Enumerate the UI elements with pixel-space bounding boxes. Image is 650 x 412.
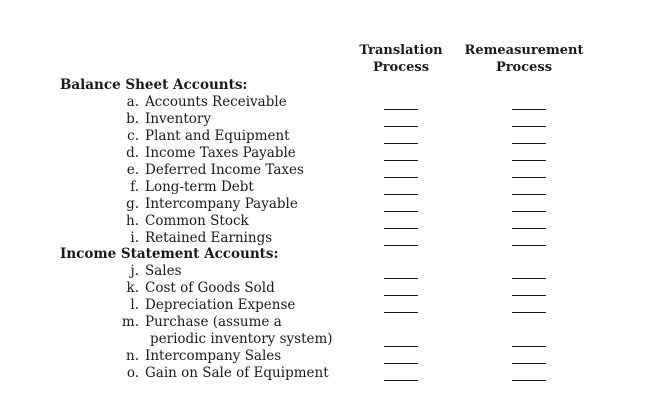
item-label: Income Taxes Payable <box>145 145 296 161</box>
remeasurement-answer-blank[interactable] <box>512 380 546 381</box>
list-item <box>0 314 650 331</box>
remeasurement-answer-blank[interactable] <box>512 126 546 127</box>
item-letter: d. <box>126 145 139 161</box>
item-letter: k. <box>126 280 139 296</box>
translation-answer-blank[interactable] <box>384 363 418 364</box>
translation-answer-blank[interactable] <box>384 228 418 229</box>
translation-answer-blank[interactable] <box>384 126 418 127</box>
item-label: Gain on Sale of Equipment <box>145 365 329 381</box>
item-letter: b. <box>126 111 139 127</box>
translation-answer-blank[interactable] <box>384 143 418 144</box>
remeasurement-answer-blank[interactable] <box>512 160 546 161</box>
balance-sheet-heading: Balance Sheet Accounts: <box>60 77 248 93</box>
remeasurement-answer-blank[interactable] <box>512 363 546 364</box>
translation-answer-blank[interactable] <box>384 278 418 279</box>
item-letter: l. <box>130 297 139 313</box>
translation-answer-blank[interactable] <box>384 160 418 161</box>
item-label: Long-term Debt <box>145 179 254 195</box>
remeasurement-answer-blank[interactable] <box>512 143 546 144</box>
translation-answer-blank[interactable] <box>384 312 418 313</box>
remeasurement-process-header <box>463 42 585 76</box>
translation-header-line1: Translation <box>359 43 443 58</box>
translation-answer-blank[interactable] <box>384 380 418 381</box>
list-item <box>0 365 650 382</box>
item-label: Plant and Equipment <box>145 128 290 144</box>
item-label: Deferred Income Taxes <box>145 162 304 178</box>
list-item <box>0 179 650 196</box>
list-item <box>0 348 650 365</box>
list-item <box>0 263 650 280</box>
remeasurement-answer-blank[interactable] <box>512 312 546 313</box>
remeasurement-answer-blank[interactable] <box>512 295 546 296</box>
list-item <box>0 213 650 230</box>
list-item <box>0 280 650 297</box>
item-letter: i. <box>130 230 139 246</box>
item-letter: g. <box>126 196 139 212</box>
translation-answer-blank[interactable] <box>384 346 418 347</box>
remeasurement-answer-blank[interactable] <box>512 245 546 246</box>
list-item <box>0 111 650 128</box>
item-label: Accounts Receivable <box>145 94 287 110</box>
translation-answer-blank[interactable] <box>384 109 418 110</box>
item-letter: n. <box>126 348 139 364</box>
list-item <box>0 145 650 162</box>
translation-answer-blank[interactable] <box>384 295 418 296</box>
item-letter: m. <box>121 314 139 330</box>
item-label: Common Stock <box>145 213 249 229</box>
item-label: Depreciation Expense <box>145 297 296 313</box>
item-letter: f. <box>130 179 139 195</box>
list-item <box>0 94 650 111</box>
translation-answer-blank[interactable] <box>384 177 418 178</box>
item-label: Sales <box>145 263 182 279</box>
remeasurement-answer-blank[interactable] <box>512 278 546 279</box>
remeasurement-answer-blank[interactable] <box>512 228 546 229</box>
list-item <box>0 162 650 179</box>
translation-answer-blank[interactable] <box>384 194 418 195</box>
item-label: Intercompany Sales <box>145 348 282 364</box>
item-letter: a. <box>126 94 139 110</box>
remeasurement-header-line2: Process <box>495 60 553 75</box>
translation-answer-blank[interactable] <box>384 245 418 246</box>
translation-process-header <box>356 42 446 76</box>
item-letter: h. <box>126 213 139 229</box>
translation-header-line2: Process <box>372 60 430 75</box>
remeasurement-answer-blank[interactable] <box>512 177 546 178</box>
list-item <box>0 230 650 247</box>
item-label: Cost of Goods Sold <box>145 280 275 296</box>
list-item <box>0 297 650 314</box>
item-letter: e. <box>126 162 139 178</box>
remeasurement-header-line1: Remeasurement <box>464 43 584 58</box>
item-label: Intercompany Payable <box>145 196 298 212</box>
item-label: Purchase (assume a <box>145 314 282 330</box>
item-label: Inventory <box>145 111 211 127</box>
item-letter: j. <box>130 263 139 279</box>
item-letter: c. <box>127 128 139 144</box>
remeasurement-answer-blank[interactable] <box>512 194 546 195</box>
remeasurement-answer-blank[interactable] <box>512 346 546 347</box>
remeasurement-answer-blank[interactable] <box>512 211 546 212</box>
item-letter: o. <box>126 365 139 381</box>
translation-answer-blank[interactable] <box>384 211 418 212</box>
income-statement-heading: Income Statement Accounts: <box>60 246 279 262</box>
item-label-continuation: periodic inventory system) <box>150 331 333 347</box>
list-item-continuation <box>0 331 650 348</box>
list-item <box>0 128 650 145</box>
item-label: Retained Earnings <box>145 230 273 246</box>
remeasurement-answer-blank[interactable] <box>512 109 546 110</box>
list-item <box>0 196 650 213</box>
